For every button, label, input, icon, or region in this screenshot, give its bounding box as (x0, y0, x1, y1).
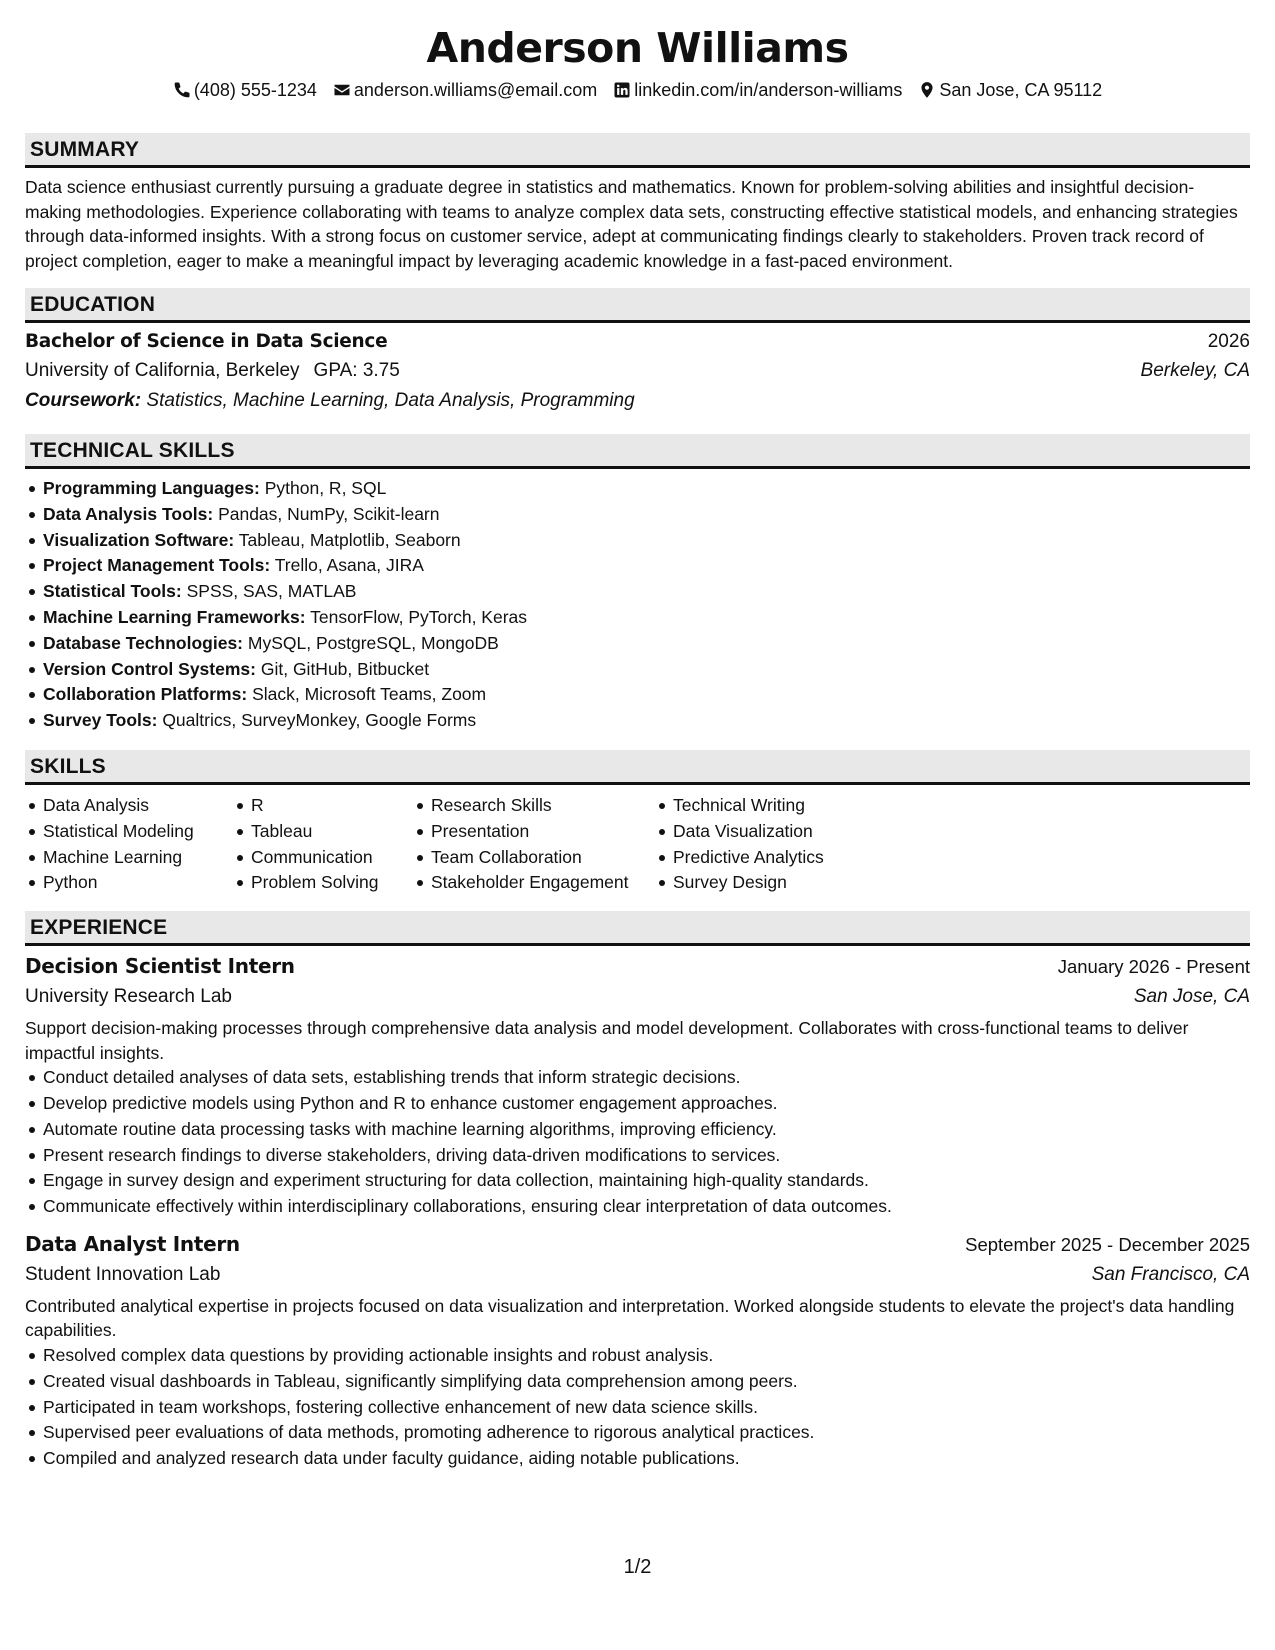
list-item (43, 579, 1250, 605)
summary-text: Data science enthusiast currently pursuing a graduate degree in statistics and mathematics. Known for problem-solving abilities and insightful decision-making methodologies. Experience collaborating with teams to analyze complex data sets, constructing effective statistical models, and enhancing strategies through data-informed insights. With a strong focus on customer service, adept at communicating findings clearly to stakeholders. Proven track record of project completion, eager to make a meaningful impact by leveraging academic knowledge in a fast-paced environment. (25, 177, 1238, 271)
skill-category: Collaboration Platforms: (43, 684, 248, 705)
job-location: San Jose, CA (1133, 986, 1250, 1008)
list-item (43, 657, 1250, 683)
list-item (43, 528, 1250, 554)
technical-skills-section (25, 434, 1250, 734)
job-company: Student Innovation Lab (25, 1263, 221, 1285)
skill-values: Git, GitHub, Bitbucket (260, 658, 430, 679)
list-item: Tableau (251, 819, 413, 845)
job-description: Contributed analytical expertise in projects focused on data visualization and interpretation. Worked alongside students to elevate the project's data handling capabilities. (25, 1295, 1235, 1341)
list-item: Stakeholder Engagement (431, 870, 655, 896)
job-entry (25, 951, 1250, 1220)
list-item: Presentation (431, 819, 655, 845)
skill-category: Visualization Software: (43, 529, 235, 550)
skills-column (413, 793, 655, 896)
list-item: Research Skills (431, 793, 655, 819)
list-item (43, 708, 1250, 734)
list-item: Resolved complex data questions by providing actionable insights and robust analysis. (43, 1343, 1250, 1369)
job-title: Data Analyst Intern (25, 1231, 240, 1256)
education-entry (25, 328, 1250, 416)
list-item: Develop predictive models using Python and R to enhance customer engagement approaches. (43, 1091, 1250, 1117)
experience-section (25, 911, 1250, 1472)
resume-page (25, 22, 1250, 1472)
email-text[interactable]: anderson.williams@email.com (353, 80, 598, 100)
education-heading: EDUCATION (25, 288, 1250, 323)
list-item: Machine Learning (43, 845, 233, 871)
graduation-year: 2026 (1207, 331, 1250, 352)
list-item (43, 476, 1250, 502)
skills-section (25, 750, 1250, 896)
skill-values: Pandas, NumPy, Scikit-learn (218, 503, 440, 524)
skill-category: Machine Learning Frameworks: (43, 606, 306, 627)
skills-column (233, 793, 413, 896)
linkedin-icon (613, 81, 631, 99)
skill-values: Python, R, SQL (264, 478, 387, 498)
list-item: Team Collaboration (431, 845, 655, 871)
list-item: Supervised peer evaluations of data methods, promoting adherence to rigorous analytical practices. (43, 1420, 1250, 1446)
candidate-name: Anderson Williams (426, 24, 849, 72)
page-number: 1/2 (623, 1556, 652, 1578)
degree: Bachelor of Science in Data Science (25, 331, 388, 352)
list-item: Problem Solving (251, 870, 413, 896)
list-item: Python (43, 870, 233, 896)
list-item: Compiled and analyzed research data under faculty guidance, aiding notable publications. (43, 1446, 1250, 1472)
skill-category: Programming Languages: (43, 478, 260, 498)
list-item (43, 682, 1250, 708)
list-item: Participated in team workshops, fostering collective enhancement of new data science skills. (43, 1395, 1250, 1421)
job-bullets (25, 1343, 1250, 1472)
contact-email[interactable] (333, 78, 597, 102)
linkedin-text[interactable]: linkedin.com/in/anderson-williams (634, 80, 903, 100)
education-section (25, 288, 1250, 416)
contact-phone (173, 78, 317, 102)
skill-category: Project Management Tools: (43, 555, 271, 576)
envelope-icon (333, 81, 351, 99)
contact-bar (25, 78, 1250, 102)
job-description: Support decision-making processes through comprehensive data analysis and model development. Collaborates with cross-functional teams to deliver impactful insights. (25, 1018, 1189, 1063)
skill-values: TensorFlow, PyTorch, Keras (310, 606, 528, 627)
list-item: Survey Design (673, 870, 893, 896)
list-item: Automate routine data processing tasks with machine learning algorithms, improving efficiency. (43, 1117, 1250, 1143)
skills-grid (25, 793, 1250, 896)
skills-column (655, 793, 893, 896)
list-item (43, 553, 1250, 579)
skill-values: SPSS, SAS, MATLAB (186, 581, 357, 602)
location-text: San Jose, CA 95112 (939, 80, 1103, 100)
list-item (43, 631, 1250, 657)
gpa: GPA: 3.75 (313, 360, 400, 381)
skill-category: Data Analysis Tools: (43, 503, 214, 524)
list-item: Engage in survey design and experiment structuring for data collection, maintaining high-quality standards. (43, 1168, 1250, 1194)
list-item: Statistical Modeling (43, 819, 233, 845)
phone-icon (173, 81, 191, 99)
skill-category: Database Technologies: (43, 632, 244, 653)
skill-values: Tableau, Matplotlib, Seaborn (238, 529, 461, 550)
list-item: Present research findings to diverse stakeholders, driving data-driven modifications to services. (43, 1143, 1250, 1169)
skill-category: Version Control Systems: (43, 658, 256, 679)
job-dates: September 2025 - December 2025 (965, 1233, 1250, 1255)
coursework-list: Statistics, Machine Learning, Data Analysis, Programming (146, 390, 635, 411)
technical-skills-list (25, 476, 1250, 734)
experience-heading: EXPERIENCE (25, 911, 1250, 946)
job-location: San Francisco, CA (1091, 1263, 1250, 1285)
technical-skills-heading: TECHNICAL SKILLS (25, 434, 1250, 469)
list-item: Technical Writing (673, 793, 893, 819)
job-entry (25, 1229, 1250, 1472)
list-item: Created visual dashboards in Tableau, significantly simplifying data comprehension among peers. (43, 1369, 1250, 1395)
list-item (43, 502, 1250, 528)
list-item: Data Visualization (673, 819, 893, 845)
skills-heading: SKILLS (25, 750, 1250, 785)
summary-heading: SUMMARY (25, 133, 1250, 168)
coursework (25, 386, 1250, 416)
list-item: Predictive Analytics (673, 845, 893, 871)
skill-values: MySQL, PostgreSQL, MongoDB (247, 632, 499, 653)
school-location: Berkeley, CA (1140, 360, 1250, 381)
list-item (43, 605, 1250, 631)
list-item: Communicate effectively within interdisciplinary collaborations, ensuring clear interpretation of data outcomes. (43, 1194, 1250, 1220)
contact-linkedin[interactable] (613, 78, 902, 102)
school-name: University of California, Berkeley (25, 360, 300, 381)
list-item: Communication (251, 845, 413, 871)
job-dates: January 2026 - Present (1057, 956, 1250, 978)
skill-values: Qualtrics, SurveyMonkey, Google Forms (162, 710, 477, 731)
contact-location (918, 78, 1102, 102)
summary-section (25, 133, 1250, 273)
job-company: University Research Lab (25, 986, 232, 1008)
list-item: R (251, 793, 413, 819)
list-item: Conduct detailed analyses of data sets, establishing trends that inform strategic decisions. (43, 1065, 1250, 1091)
coursework-label: Coursework: (25, 390, 142, 411)
job-title: Decision Scientist Intern (25, 954, 295, 979)
map-pin-icon (918, 81, 936, 99)
skill-category: Statistical Tools: (43, 581, 182, 602)
job-bullets (25, 1065, 1250, 1220)
skill-category: Survey Tools: (43, 710, 158, 731)
school-line (25, 356, 400, 386)
skill-values: Trello, Asana, JIRA (274, 555, 424, 576)
phone-text: (408) 555-1234 (193, 80, 317, 100)
skill-values: Slack, Microsoft Teams, Zoom (252, 684, 487, 705)
skills-column (25, 793, 233, 896)
list-item: Data Analysis (43, 793, 233, 819)
